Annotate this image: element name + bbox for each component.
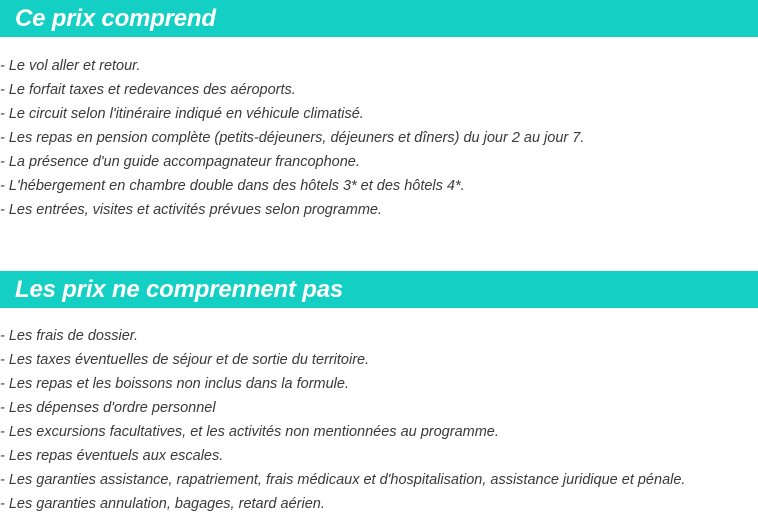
includes-section-header: [0, 0, 758, 37]
excludes-item: - Les repas et les boissons non inclus dans la formule.: [0, 376, 349, 392]
includes-section-title: Ce prix comprend: [15, 5, 216, 32]
includes-list: [0, 54, 584, 222]
excludes-item: - Les dépenses d'ordre personnel: [0, 400, 216, 416]
excludes-item: - Les excursions facultatives, et les activités non mentionnées au programme.: [0, 424, 499, 440]
includes-item: - Le forfait taxes et redevances des aéroports.: [0, 82, 296, 98]
excludes-item: - Les taxes éventuelles de séjour et de sortie du territoire.: [0, 352, 370, 368]
excludes-list: [0, 324, 685, 516]
excludes-section-header: [0, 271, 758, 308]
excludes-item: - Les repas éventuels aux escales.: [0, 448, 224, 464]
includes-item: - Les entrées, visites et activités prévues selon programme.: [0, 202, 382, 218]
excludes-section-title: Les prix ne comprennent pas: [15, 276, 344, 303]
includes-item: - Le vol aller et retour.: [0, 58, 141, 74]
includes-item: - L'hébergement en chambre double dans des hôtels 3* et des hôtels 4*.: [0, 178, 465, 194]
includes-item: - Les repas en pension complète (petits-déjeuners, déjeuners et dîners) du jour 2 au jour 7.: [0, 130, 585, 146]
includes-item: - Le circuit selon l'itinéraire indiqué en véhicule climatisé.: [0, 106, 364, 122]
includes-item: - La présence d'un guide accompagnateur francophone.: [0, 154, 360, 170]
excludes-item: - Les garanties annulation, bagages, retard aérien.: [0, 496, 325, 512]
excludes-item: - Les frais de dossier.: [0, 328, 139, 344]
excludes-item: - Les garanties assistance, rapatriement, frais médicaux et d'hospitalisation, assistance juridique et pénale.: [0, 472, 686, 488]
